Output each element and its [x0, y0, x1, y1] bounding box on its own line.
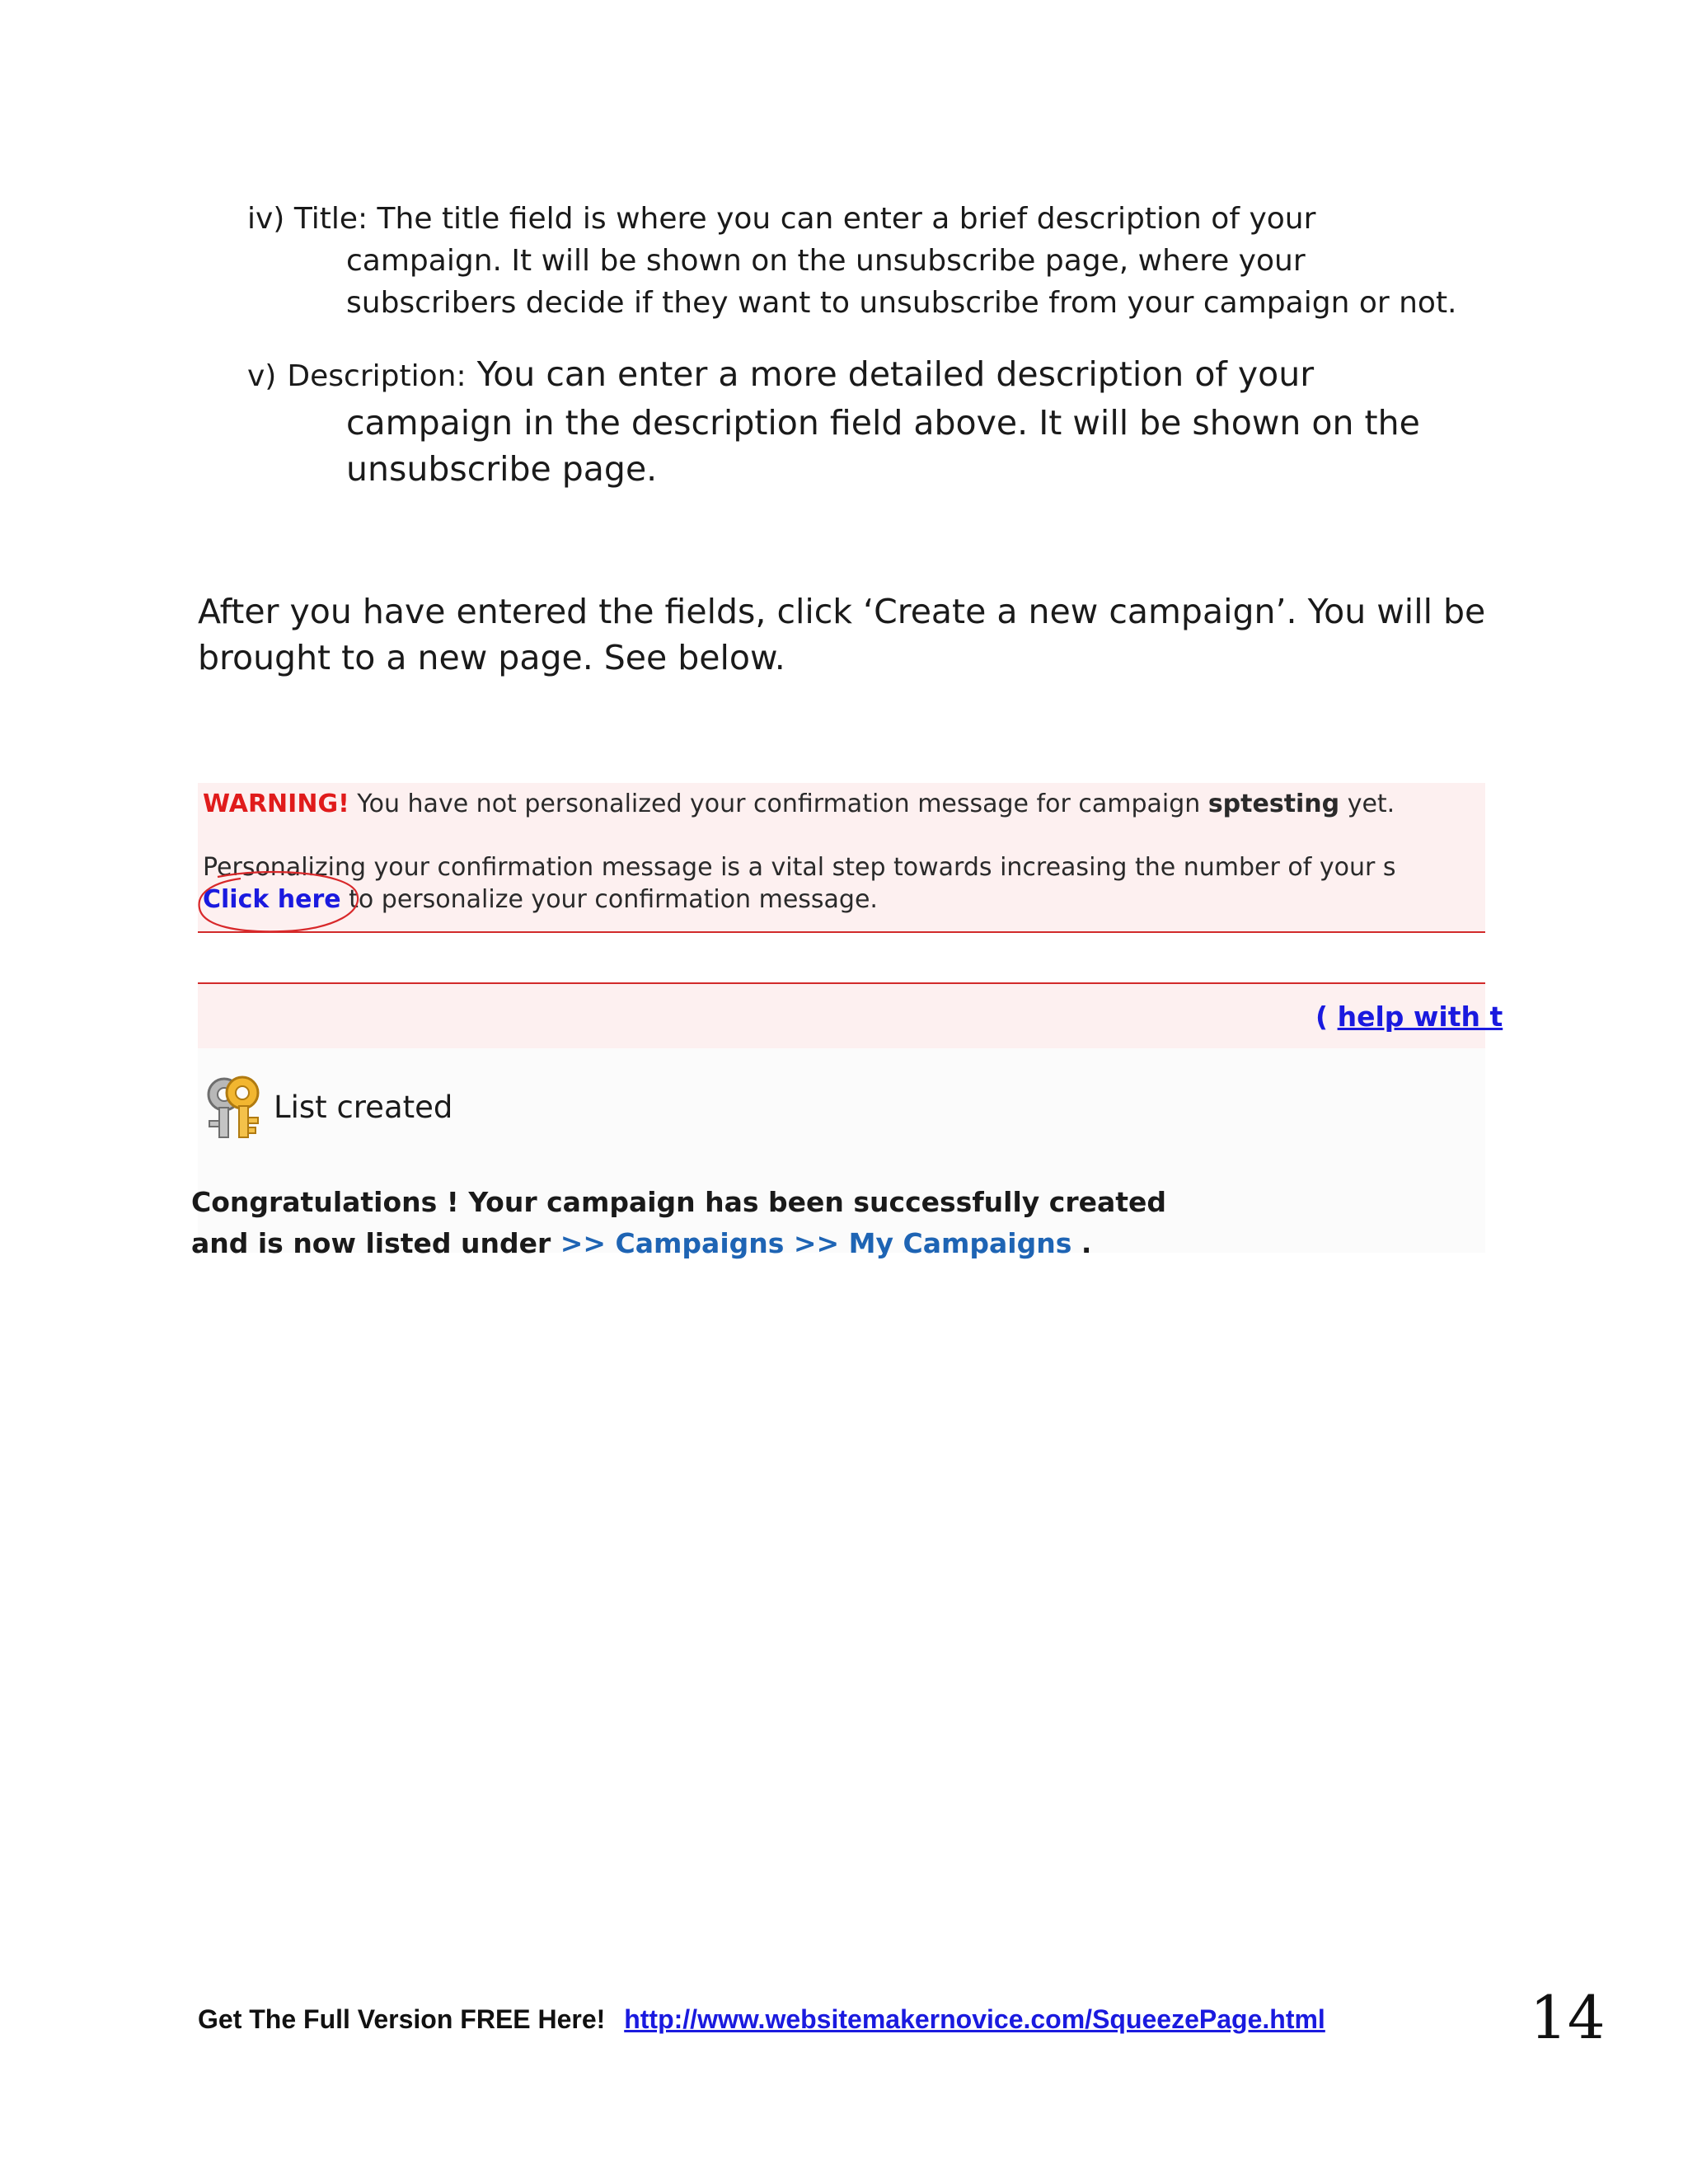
click-here-link[interactable]: Click here [203, 885, 341, 914]
warning-text: You have not personalized your confirmation message for campaign [357, 790, 1201, 818]
campaign-name: sptesting [1207, 790, 1340, 818]
list-created-title: List created [274, 1090, 453, 1125]
help-bar [198, 982, 1503, 1050]
paragraph-line: After you have entered the fields, click ‘Create a new campaign’. You will be [198, 592, 1486, 631]
click-here-rest: to personalize your confirmation message. [349, 885, 878, 914]
congratulations-message [191, 1182, 1166, 1264]
congrats-text: and is now listed under [191, 1227, 551, 1259]
congrats-line: Congratulations ! Your campaign has been successfully created [191, 1186, 1167, 1218]
list-text-line: subscribers decide if they want to unsubscribe from your campaign or not. [346, 286, 1457, 320]
help-link-text[interactable]: help with t [1337, 1001, 1503, 1033]
congrats-end: . [1081, 1227, 1092, 1259]
footer-link[interactable]: http://www.websitemakernovice.com/SqueezePage.html [624, 2004, 1325, 2034]
paragraph-line: brought to a new page. See below. [198, 638, 785, 677]
list-text-line: campaign in the description field above. It will be shown on the [346, 403, 1420, 443]
list-item-first-line [247, 198, 1500, 240]
list-lead: Title: [293, 202, 368, 236]
embedded-screenshot [191, 783, 1503, 1259]
campaigns-link[interactable]: >> Campaigns [560, 1227, 785, 1259]
list-text-line: unsubscribe page. [346, 449, 658, 489]
warning-label: WARNING! [203, 790, 349, 818]
page-number: 14 [1530, 1983, 1606, 2052]
list-item-first-line [247, 351, 1500, 400]
warning-end: yet. [1347, 790, 1395, 818]
list-marker: v) [247, 359, 277, 393]
congrats-line-2 [191, 1223, 1166, 1264]
my-campaigns-link[interactable]: >> My Campaigns [793, 1227, 1072, 1259]
keys-icon [199, 1071, 265, 1141]
list-text-line: campaign. It will be shown on the unsubscribe page, where your [346, 244, 1306, 278]
list-item-description [247, 351, 1500, 492]
list-item-title [247, 198, 1500, 324]
footer-promo: Get The Full Version FREE Here! [198, 2004, 606, 2034]
personalize-text: Personalizing your confirmation message is a vital step towards increasing the number of your s [203, 853, 1396, 882]
page-footer [198, 2004, 1325, 2035]
warning-line [203, 790, 1395, 818]
instruction-paragraph [198, 588, 1517, 681]
warning-box [198, 783, 1485, 933]
list-marker: iv) [247, 202, 285, 236]
list-lead: Description: [287, 359, 467, 393]
hand-drawn-circle-annotation [193, 870, 366, 935]
list-text: You can enter a more detailed description of your [476, 354, 1315, 394]
list-text: The title field is where you can enter a brief description of your [377, 202, 1316, 236]
help-paren: ( [1315, 1001, 1329, 1033]
help-link[interactable] [1315, 1001, 1503, 1033]
